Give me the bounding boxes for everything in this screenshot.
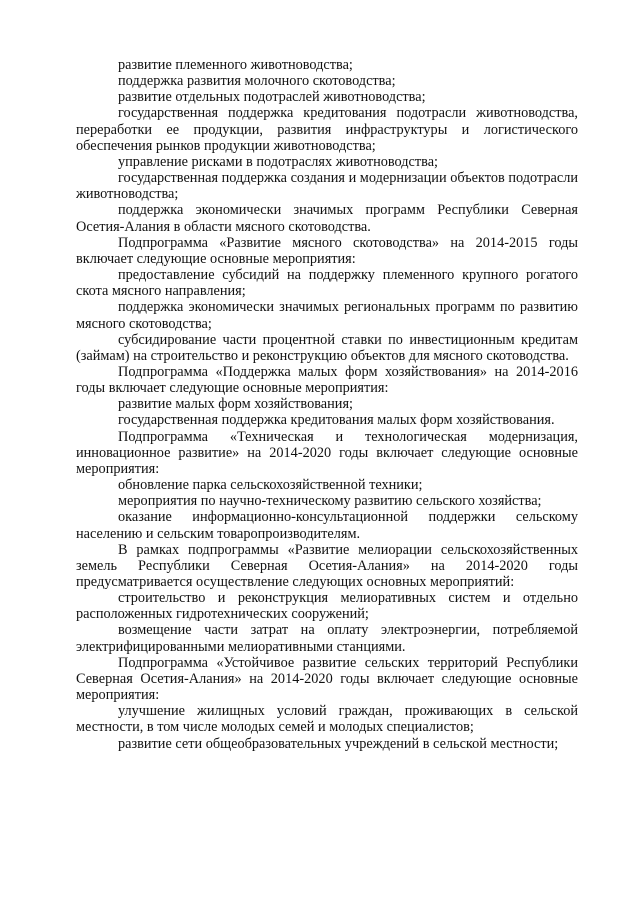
document-paragraph: поддержка экономически значимых региональных программ по развитию мясного скотоводства; <box>76 299 578 332</box>
document-paragraph: субсидирование части процентной ставки по инвестиционным кредитам (займам) на строительство и реконструкцию объектов для мясного скотоводства. <box>76 331 578 364</box>
document-paragraph: поддержка развития молочного скотоводства; <box>118 73 396 90</box>
document-paragraph: Подпрограмма «Поддержка малых форм хозяйствования» на 2014-2016 годы включает следующие основные мероприятия: <box>76 363 578 397</box>
document-paragraph: В рамках подпрограммы «Развитие мелиорации сельскохозяйственных земель Республики Северная Осетия-Алания» на 2014-2020 годы предусматривается осуществление следующих основных мероприятий: <box>76 541 578 590</box>
document-paragraph: развитие племенного животноводства; <box>118 57 353 73</box>
document-paragraph: улучшение жилищных условий граждан, проживающих в сельской местности, в том числе молодых семей и молодых специалистов; <box>76 703 578 736</box>
document-text <box>76 57 578 752</box>
document-paragraph: предоставление субсидий на поддержку племенного крупного рогатого скота мясного направления; <box>76 267 578 300</box>
document-paragraph: строительство и реконструкция мелиоративных систем и отдельно расположенных гидротехнических сооружений; <box>76 590 578 623</box>
document-paragraph: мероприятия по научно-техническому развитию сельского хозяйства; <box>118 493 542 510</box>
document-paragraph: государственная поддержка кредитования подотрасли животноводства, переработки ее продукции, развития инфраструктуры и логистического обеспечения рынков продукции животноводства; <box>76 105 578 154</box>
document-paragraph: поддержка экономически значимых программ Республики Северная Осетия-Алания в области мясного скотоводства. <box>76 202 578 235</box>
document-paragraph: Подпрограмма «Техническая и технологическая модернизация, инновационное развитие» на 2014-2020 годы включает следующие основные мероприятия: <box>76 428 578 477</box>
document-paragraph: государственная поддержка создания и модернизации объектов подотрасли животноводства; <box>76 170 578 203</box>
document-paragraph: государственная поддержка кредитования малых форм хозяйствования. <box>118 412 555 429</box>
document-paragraph: возмещение части затрат на оплату электроэнергии, потребляемой электрифицированными мелиоративными станциями. <box>76 622 578 655</box>
document-paragraph: оказание информационно-консультационной поддержки сельскому населению и сельским товаропроизводителям. <box>76 509 578 542</box>
document-paragraph: управление рисками в подотраслях животноводства; <box>118 153 439 170</box>
document-paragraph: развитие отдельных подотраслей животноводства; <box>118 89 426 106</box>
document-paragraph: развитие малых форм хозяйствования; <box>118 396 353 413</box>
document-paragraph: Подпрограмма «Развитие мясного скотоводства» на 2014-2015 годы включает следующие основные мероприятия: <box>76 234 578 267</box>
document-paragraph: Подпрограмма «Устойчивое развитие сельских территорий Республики Северная Осетия-Алания» на 2014-2020 годы включает следующие основные мероприятия: <box>76 654 578 704</box>
document-paragraph: развитие сети общеобразовательных учреждений в сельской местности; <box>118 735 559 752</box>
document-paragraph: обновление парка сельскохозяйственной техники; <box>118 477 423 494</box>
